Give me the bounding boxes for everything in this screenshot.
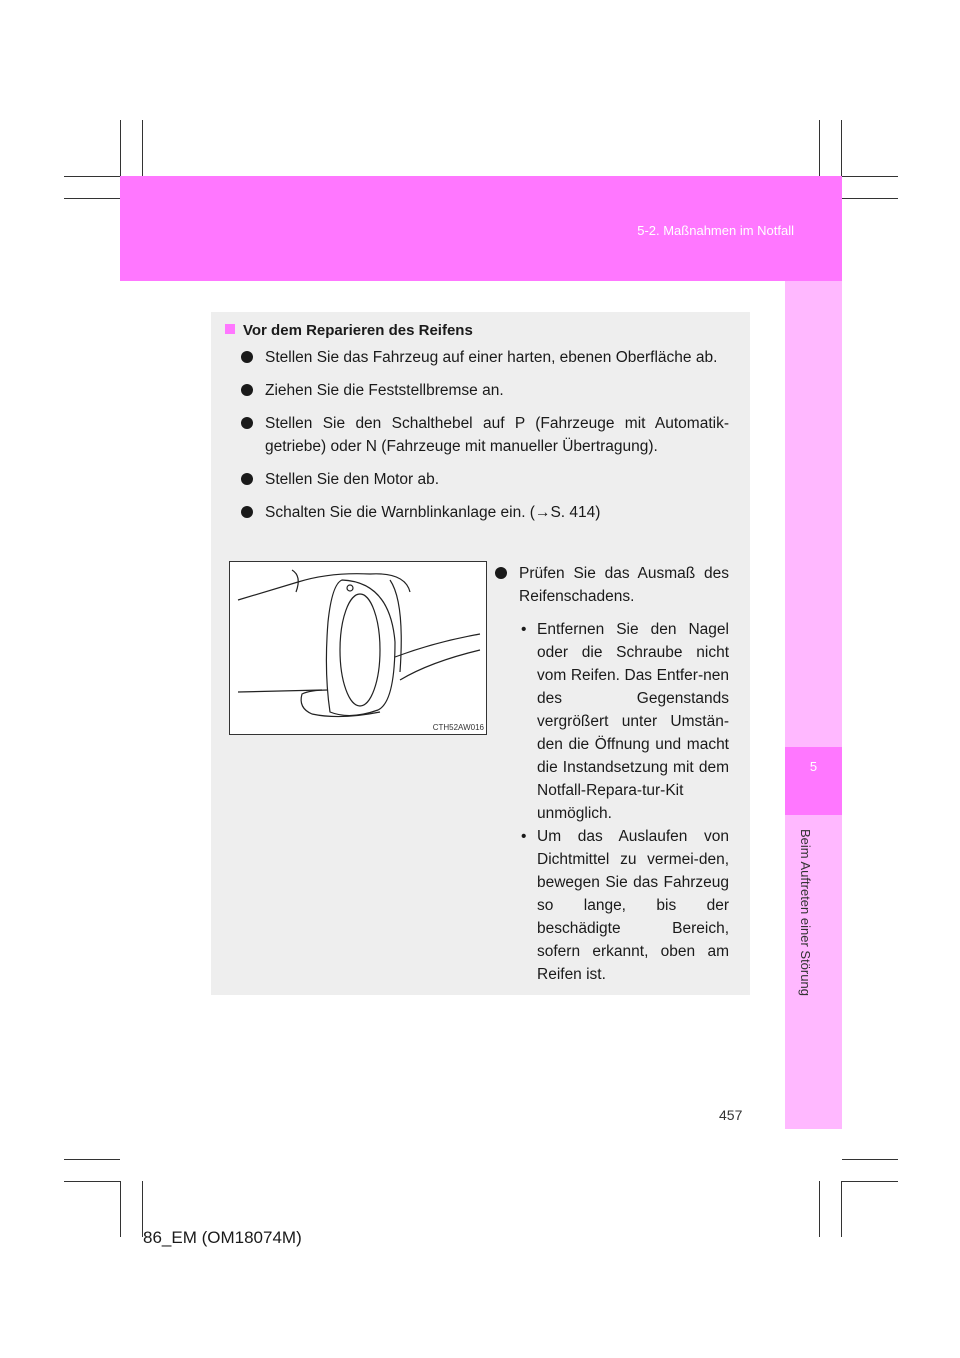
- sub-list-item: • Entfernen Sie den Nagel oder die Schraube nicht vom Reifen. Das Entfer-nen des Gegenstands vergrößert unter Umstän-den die Öffnung und macht die Instandsetzung mit dem Notfall-Repara-tur-Kit unmöglich.: [515, 618, 729, 825]
- bullet-dot-icon: [241, 417, 253, 429]
- bullet-dot-icon: [495, 567, 507, 579]
- sub-list: [515, 618, 729, 986]
- crop-mark: [120, 1181, 121, 1237]
- title-square-icon: [225, 324, 235, 334]
- header-band: [120, 176, 842, 281]
- crop-mark: [64, 1159, 120, 1160]
- crop-mark: [841, 1181, 842, 1237]
- list-item: Prüfen Sie das Ausmaß des Reifenschadens.: [495, 562, 729, 608]
- crop-mark: [842, 1159, 898, 1160]
- box-title-text: Vor dem Reparieren des Reifens: [243, 322, 473, 339]
- section-title: 5-2. Maßnahmen im Notfall: [637, 223, 794, 238]
- crop-mark: [64, 198, 120, 199]
- damage-check-column: [495, 562, 729, 986]
- crop-mark: [842, 1181, 898, 1182]
- chapter-number: 5: [809, 759, 818, 774]
- box-title: [225, 322, 473, 339]
- crop-mark: [819, 120, 820, 176]
- footer-document-code: 86_EM (OM18074M): [143, 1228, 302, 1247]
- illustration-code: CTH52AW016: [432, 723, 484, 732]
- crop-mark: [64, 176, 120, 177]
- tire-drawing: [230, 562, 486, 734]
- info-box: [211, 312, 750, 995]
- crop-mark: [120, 120, 121, 176]
- bullet-list: [241, 346, 729, 534]
- bullet-dot-icon: [241, 351, 253, 363]
- list-item: Stellen Sie den Motor ab.: [241, 468, 729, 491]
- sub-bullet-icon: •: [521, 621, 527, 638]
- sub-list-item: • Um das Auslaufen von Dichtmittel zu vermei-den, bewegen Sie das Fahrzeug so lange, bis der beschädigte Bereich, sofern erkannt, oben am Reifen ist.: [515, 825, 729, 986]
- bullet-dot-icon: [241, 384, 253, 396]
- tire-illustration: [229, 561, 487, 735]
- crop-mark: [64, 1181, 120, 1182]
- list-item: Stellen Sie den Schalthebel auf P (Fahrzeuge mit Automatik-getriebe) oder N (Fahrzeuge mit manueller Übertragung).: [241, 412, 729, 458]
- list-item: Ziehen Sie die Feststellbremse an.: [241, 379, 729, 402]
- crop-mark: [842, 176, 898, 177]
- crop-mark: [819, 1181, 820, 1237]
- page-number: 457: [719, 1107, 743, 1123]
- crop-mark: [142, 120, 143, 176]
- bullet-dot-icon: [241, 506, 253, 518]
- chapter-box: [785, 747, 842, 815]
- chapter-side-tab: [785, 281, 842, 1129]
- list-item: Stellen Sie das Fahrzeug auf einer harten, ebenen Oberfläche ab.: [241, 346, 729, 369]
- list-item: Schalten Sie die Warnblinkanlage ein. (→S. 414): [241, 501, 729, 524]
- bullet-dot-icon: [241, 473, 253, 485]
- chapter-label: Beim Auftreten einer Störung: [798, 829, 813, 996]
- crop-mark: [842, 198, 898, 199]
- sub-bullet-icon: •: [521, 828, 527, 845]
- crop-mark: [841, 120, 842, 176]
